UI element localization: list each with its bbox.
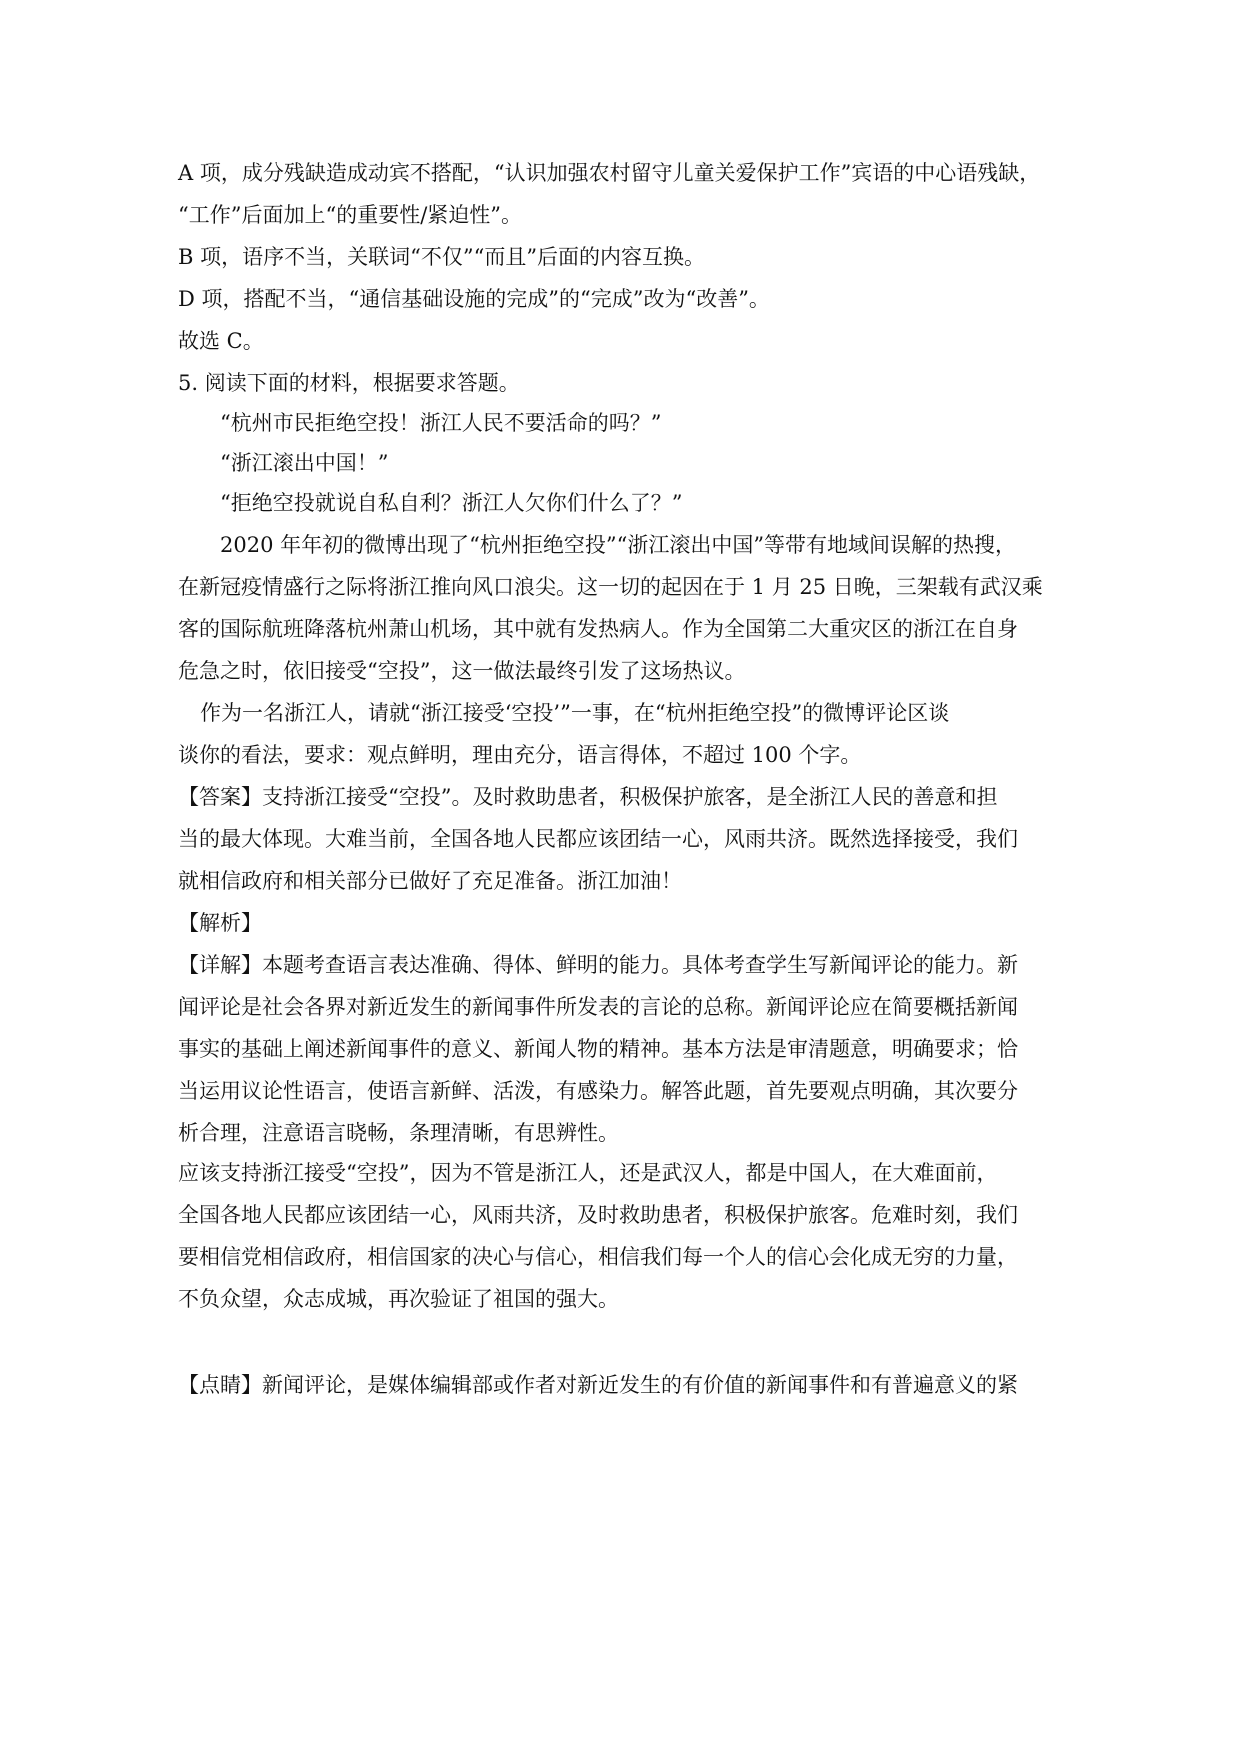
text-line: 全国各地人民都应该团结一心，风雨共济，及时救助患者，积极保护旅客。危难时刻，我们: [178, 1203, 1018, 1227]
quote-line: “浙江滚出中国！”: [220, 451, 389, 475]
text-line: 谈你的看法，要求：观点鲜明，理由充分，语言得体，不超过 100 个字。: [178, 743, 862, 767]
text-line: “工作”后面加上“的重要性/紧迫性”。: [178, 203, 523, 227]
detail-line: 事实的基础上阐述新闻事件的意义、新闻人物的精神。基本方法是审清题意，明确要求；恰: [178, 1037, 1018, 1061]
answer-line: 【答案】支持浙江接受“空投”。及时救助患者，积极保护旅客，是全浙江人民的善意和担: [178, 785, 998, 809]
question-heading: 5. 阅读下面的材料，根据要求答题。: [178, 371, 520, 395]
text-line: B 项，语序不当，关联词“不仅”“而且”后面的内容互换。: [178, 245, 706, 269]
text-line: 要相信党相信政府，相信国家的决心与信心，相信我们每一个人的信心会化成无穷的力量，: [178, 1245, 1018, 1269]
text-line: A 项，成分残缺造成动宾不搭配，“认识加强农村留守儿童关爱保护工作”宾语的中心语残缺，: [178, 161, 1041, 185]
text-line: 应该支持浙江接受“空投”，因为不管是浙江人，还是武汉人，都是中国人，在大难面前，: [178, 1161, 998, 1185]
note-line: 【点睛】新闻评论，是媒体编辑部或作者对新近发生的有价值的新闻事件和有普遍意义的紧: [178, 1373, 1018, 1397]
quote-line: “拒绝空投就说自私自利？浙江人欠你们什么了？”: [220, 491, 683, 515]
text-line: 故选 C。: [178, 329, 264, 353]
detail-line: 析合理，注意语言晓畅，条理清晰，有思辨性。: [178, 1121, 619, 1145]
quote-line: “杭州市民拒绝空投！浙江人民不要活命的吗？”: [220, 411, 662, 435]
text-line: 2020 年年初的微博出现了“杭州拒绝空投”“浙江滚出中国”等带有地域间误解的热搜，: [220, 533, 1017, 557]
text-line: D 项，搭配不当，“通信基础设施的完成”的“完成”改为“改善”。: [178, 287, 770, 311]
detail-line: 当运用议论性语言，使语言新鲜、活泼，有感染力。解答此题，首先要观点明确，其次要分: [178, 1079, 1018, 1103]
text-line: 在新冠疫情盛行之际将浙江推向风口浪尖。这一切的起因在于 1 月 25 日晚，三架载有武汉乘: [178, 575, 1043, 599]
text-line: 作为一名浙江人，请就“浙江接受‘空投’”一事，在“杭州拒绝空投”的微博评论区谈: [200, 701, 950, 725]
answer-line: 就相信政府和相关部分已做好了充足准备。浙江加油！: [178, 869, 682, 893]
text-line: 客的国际航班降落杭州萧山机场，其中就有发热病人。作为全国第二大重灾区的浙江在自身: [178, 617, 1018, 641]
text-line: 不负众望，众志成城，再次验证了祖国的强大。: [178, 1287, 619, 1311]
detail-line: 闻评论是社会各界对新近发生的新闻事件所发表的言论的总称。新闻评论应在简要概括新闻: [178, 995, 1018, 1019]
answer-line: 当的最大体现。大难当前，全国各地人民都应该团结一心，风雨共济。既然选择接受，我们: [178, 827, 1018, 851]
analysis-heading: 【解析】: [178, 911, 262, 935]
detail-line: 【详解】本题考查语言表达准确、得体、鲜明的能力。具体考查学生写新闻评论的能力。新: [178, 953, 1018, 977]
text-line: 危急之时，依旧接受“空投”，这一做法最终引发了这场热议。: [178, 659, 746, 683]
